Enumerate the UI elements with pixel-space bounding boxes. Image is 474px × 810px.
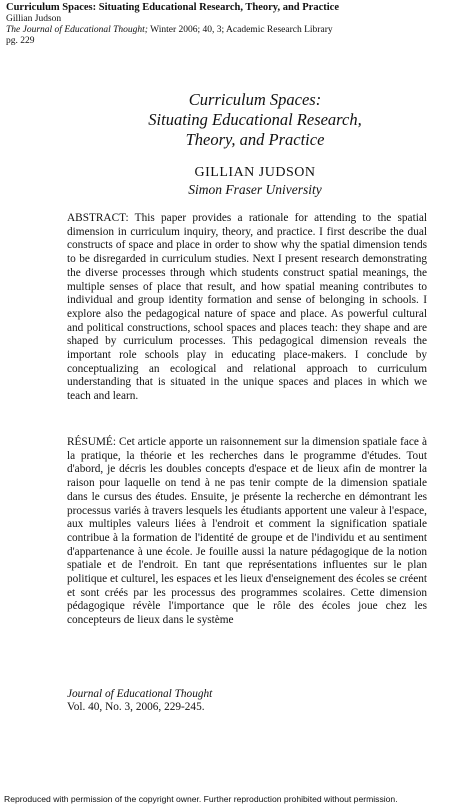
- abstract-paragraph: [67, 212, 427, 404]
- resume-label: RÉSUMÉ:: [67, 436, 116, 448]
- paper-title-line-2: Situating Educational Research,: [148, 110, 362, 129]
- copyright-footer: Reproduced with permission of the copyright owner. Further reproduction prohibited without permission.: [4, 794, 398, 804]
- paper-title: [60, 90, 450, 150]
- citation-journal: Journal of Educational Thought: [67, 688, 213, 700]
- document-header: [6, 2, 470, 47]
- abstract-text: This paper provides a rationale for attending to the spatial dimension in curriculum inquiry, theory, and practice. I first describe the dual constructs of space and place in order to show why the spatial dimension tends to be disregarded in curriculum studies. Next I present research demonstrating the diverse processes through which students construct spatial meanings, the multiple senses of place that result, and how spatial meaning contributes to individual and group identity formation and sense of belonging in schools. I explore also the pedagogical nature of space and place. As powerful cultural and political constructions, school spaces and places teach: they shape and are shaped by curriculum processes. This pedagogical dimension reveals the important role schools play in educating place-makers. I conclude by conceptualizing an ecological and relational approach to curriculum understanding that is situated in the unique spaces and places in which we teach and learn.: [67, 212, 428, 403]
- header-journal-line: [6, 25, 470, 36]
- resume-paragraph: [67, 436, 427, 628]
- header-author: Gillian Judson: [6, 14, 62, 24]
- header-issue: Winter 2006; 40, 3; Academic Research Library: [147, 25, 333, 35]
- paper-author: GILLIAN JUDSON: [194, 165, 316, 180]
- paper-affiliation: Simon Fraser University: [188, 182, 322, 197]
- citation: [67, 688, 427, 714]
- paper-title-line-3: Theory, and Practice: [185, 130, 325, 149]
- header-page: pg. 229: [6, 36, 35, 46]
- header-journal: The Journal of Educational Thought;: [6, 25, 148, 35]
- paper-title-line-1: Curriculum Spaces:: [188, 90, 322, 109]
- citation-details: Vol. 40, No. 3, 2006, 229-245.: [67, 701, 205, 713]
- abstract-label: ABSTRACT:: [67, 212, 129, 224]
- header-title: Curriculum Spaces: Situating Educational Research, Theory, and Practice: [6, 2, 339, 13]
- resume-text: Cet article apporte un raisonnement sur la dimension spatiale face à la pratique, la théorie et les recherches dans le programme d'études. Tout d'abord, je décris les doubles concepts d'espace et de lieux afin de montrer la raison pour laquelle on tend à ne pas tenir compte de la dimension spatiale dans le cursus des études. Ensuite, je présente la recherche en démontrant les processus variés à travers lesquels les étudiants apportent une valeur à l'espace, aux multiples valeurs liées à l'endroit et comment la signification spatiale contribue à la formation de l'identité de groupe et de l'individu et au sentiment d'appartenance à une école. Je fouille aussi la nature pédagogique de la notion spatiale et de l'endroit. En tant que représentations influentes sur le plan politique et culturel, les espaces et les lieux d'enseignement des écoles se créent et sont créés par les processus des programmes scolaires. Cette dimension pédagogique révèle l'importance que le rôle des écoles joue chez les concepteurs de lieux dans le système: [67, 436, 428, 627]
